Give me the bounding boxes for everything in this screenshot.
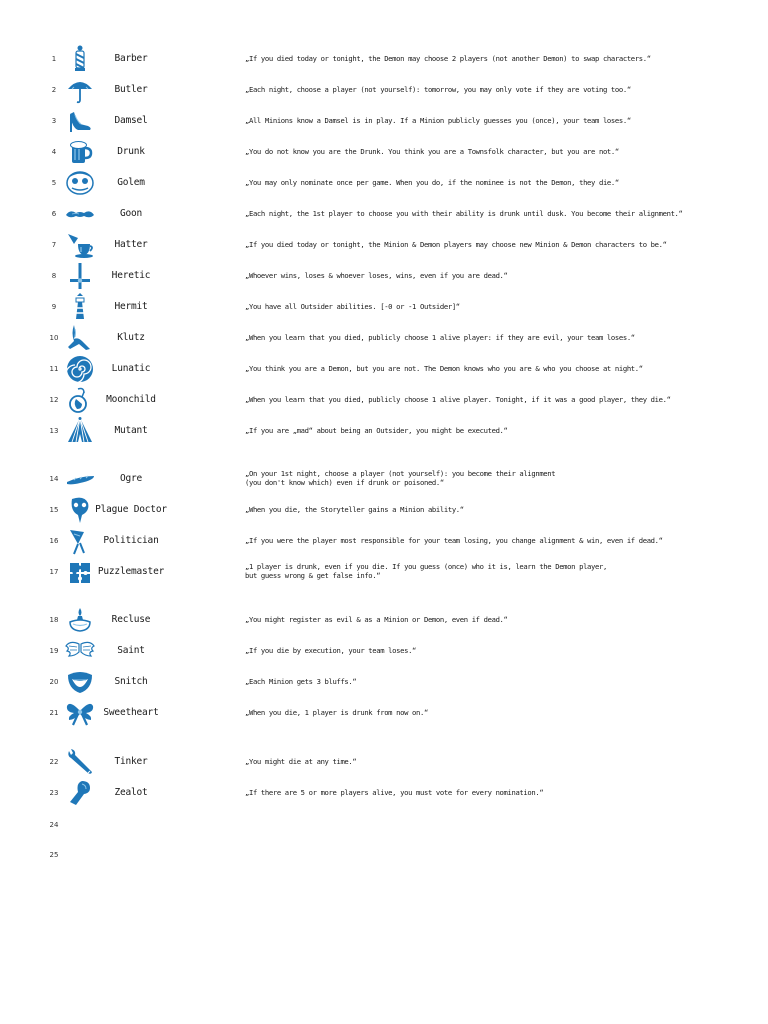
ability-text: „When you learn that you died, publicly choose 1 alive player. Tonight, if it was a good player, they die.“ [245,395,671,404]
character-row [0,605,768,635]
character-name: Goon [119,208,143,219]
character-row [0,526,768,556]
row-number: 3 [51,117,57,125]
row-number: 19 [49,647,59,655]
character-row [0,261,768,291]
ability-text: „Each Minion gets 3 bluffs.“ [245,677,357,686]
character-name: Lunatic [111,363,151,374]
row-number: 25 [49,851,59,859]
ability-text: „1 player is drunk, even if you die. If you guess (once) who it is, learn the Demon player, but guess wrong & get false info.“ [245,562,607,580]
character-row [0,323,768,353]
character-row [0,495,768,525]
character-row [0,840,768,870]
character-name: Snitch [114,676,148,687]
character-row [0,416,768,446]
ability-text: „You might die at any time.“ [245,757,357,766]
character-name: Barber [114,53,148,64]
character-row [0,747,768,777]
row-number: 16 [49,537,59,545]
character-name: Ogre [119,473,143,484]
ability-text: „If you die by execution, your team loses.“ [245,646,417,655]
character-name: Mutant [114,425,148,436]
character-name: Politician [103,535,159,546]
character-name: Drunk [117,146,145,157]
ability-text: „You have all Outsider abilities. [-0 or -1 Outsider]“ [245,302,460,311]
character-row [0,636,768,666]
character-name: Plague Doctor [95,504,167,515]
row-number: 6 [51,210,57,218]
character-name: Butler [114,84,148,95]
character-row [0,464,768,494]
row-number: 23 [49,789,59,797]
row-number: 13 [49,427,59,435]
character-name: Zealot [114,787,148,798]
row-number: 10 [49,334,59,342]
row-number: 18 [49,616,59,624]
row-number: 22 [49,758,59,766]
character-row [0,557,768,587]
row-number: 24 [49,821,59,829]
row-number: 1 [51,55,57,63]
character-name: Saint [117,645,145,656]
row-number: 15 [49,506,59,514]
ability-text: „If you died today or tonight, the Demon may choose 2 players (not another Demon) to swap characters.“ [245,54,651,63]
character-row [0,44,768,74]
ability-text: „Whoever wins, loses & whoever loses, wins, even if you are dead.“ [245,271,508,280]
character-name: Puzzlemaster [97,566,165,577]
ability-text: „If you were the player most responsible for your team losing, you change alignment & win, even if dead.“ [245,536,663,545]
character-row [0,230,768,260]
row-number: 20 [49,678,59,686]
ability-text: „You think you are a Demon, but you are not. The Demon knows who you are & who you choose at night.“ [245,364,643,373]
character-name: Heretic [111,270,151,281]
row-number: 17 [49,568,59,576]
character-row [0,168,768,198]
row-number: 2 [51,86,57,94]
character-name: Tinker [114,756,148,767]
ability-text: „All Minions know a Damsel is in play. If a Minion publicly guesses you (once), your team loses.“ [245,116,631,125]
row-number: 8 [51,272,57,280]
row-number: 14 [49,475,59,483]
character-name: Sweetheart [103,707,159,718]
row-number: 5 [51,179,57,187]
character-name: Damsel [114,115,148,126]
ability-text: „If you died today or tonight, the Minion & Demon players may choose new Minion & Demon characters to be.“ [245,240,667,249]
character-row [0,667,768,697]
character-name: Hatter [114,239,148,250]
row-number: 21 [49,709,59,717]
character-name: Hermit [114,301,148,312]
row-number: 12 [49,396,59,404]
ability-text: „When you die, 1 player is drunk from now on.“ [245,708,428,717]
ability-text: „Each night, choose a player (not yourself): tomorrow, you may only vote if they are voting too.“ [245,85,631,94]
row-number: 11 [49,365,59,373]
character-row [0,106,768,136]
character-row [0,354,768,384]
ability-text: „You might register as evil & as a Minion or Demon, even if dead.“ [245,615,508,624]
character-row [0,698,768,728]
character-name: Klutz [117,332,145,343]
ability-text: „On your 1st night, choose a player (not yourself): you become their alignment (you don't know which) even if drunk or poisoned.“ [245,469,556,487]
ability-text: „You do not know you are the Drunk. You think you are a Townsfolk character, but you are not.“ [245,147,619,156]
character-row [0,137,768,167]
ability-text: „When you die, the Storyteller gains a Minion ability.“ [245,505,464,514]
ability-text: „You may only nominate once per game. When you do, if the nominee is not the Demon, they die.“ [245,178,619,187]
character-name: Moonchild [106,394,156,405]
row-number: 7 [51,241,57,249]
character-name: Golem [117,177,145,188]
character-name: Recluse [111,614,151,625]
ability-text: „When you learn that you died, publicly choose 1 alive player: if they are evil, your team loses.“ [245,333,635,342]
row-number: 4 [51,148,57,156]
character-row [0,778,768,808]
ability-text: „If there are 5 or more players alive, you must vote for every nomination.“ [245,788,544,797]
row-number: 9 [51,303,57,311]
character-row [0,199,768,229]
character-row [0,75,768,105]
character-row [0,385,768,415]
ability-text: „If you are „mad“ about being an Outsider, you might be executed.“ [245,426,508,435]
ability-text: „Each night, the 1st player to choose you with their ability is drunk until dusk. You become their alignment.“ [245,209,683,218]
character-row [0,810,768,840]
character-row [0,292,768,322]
